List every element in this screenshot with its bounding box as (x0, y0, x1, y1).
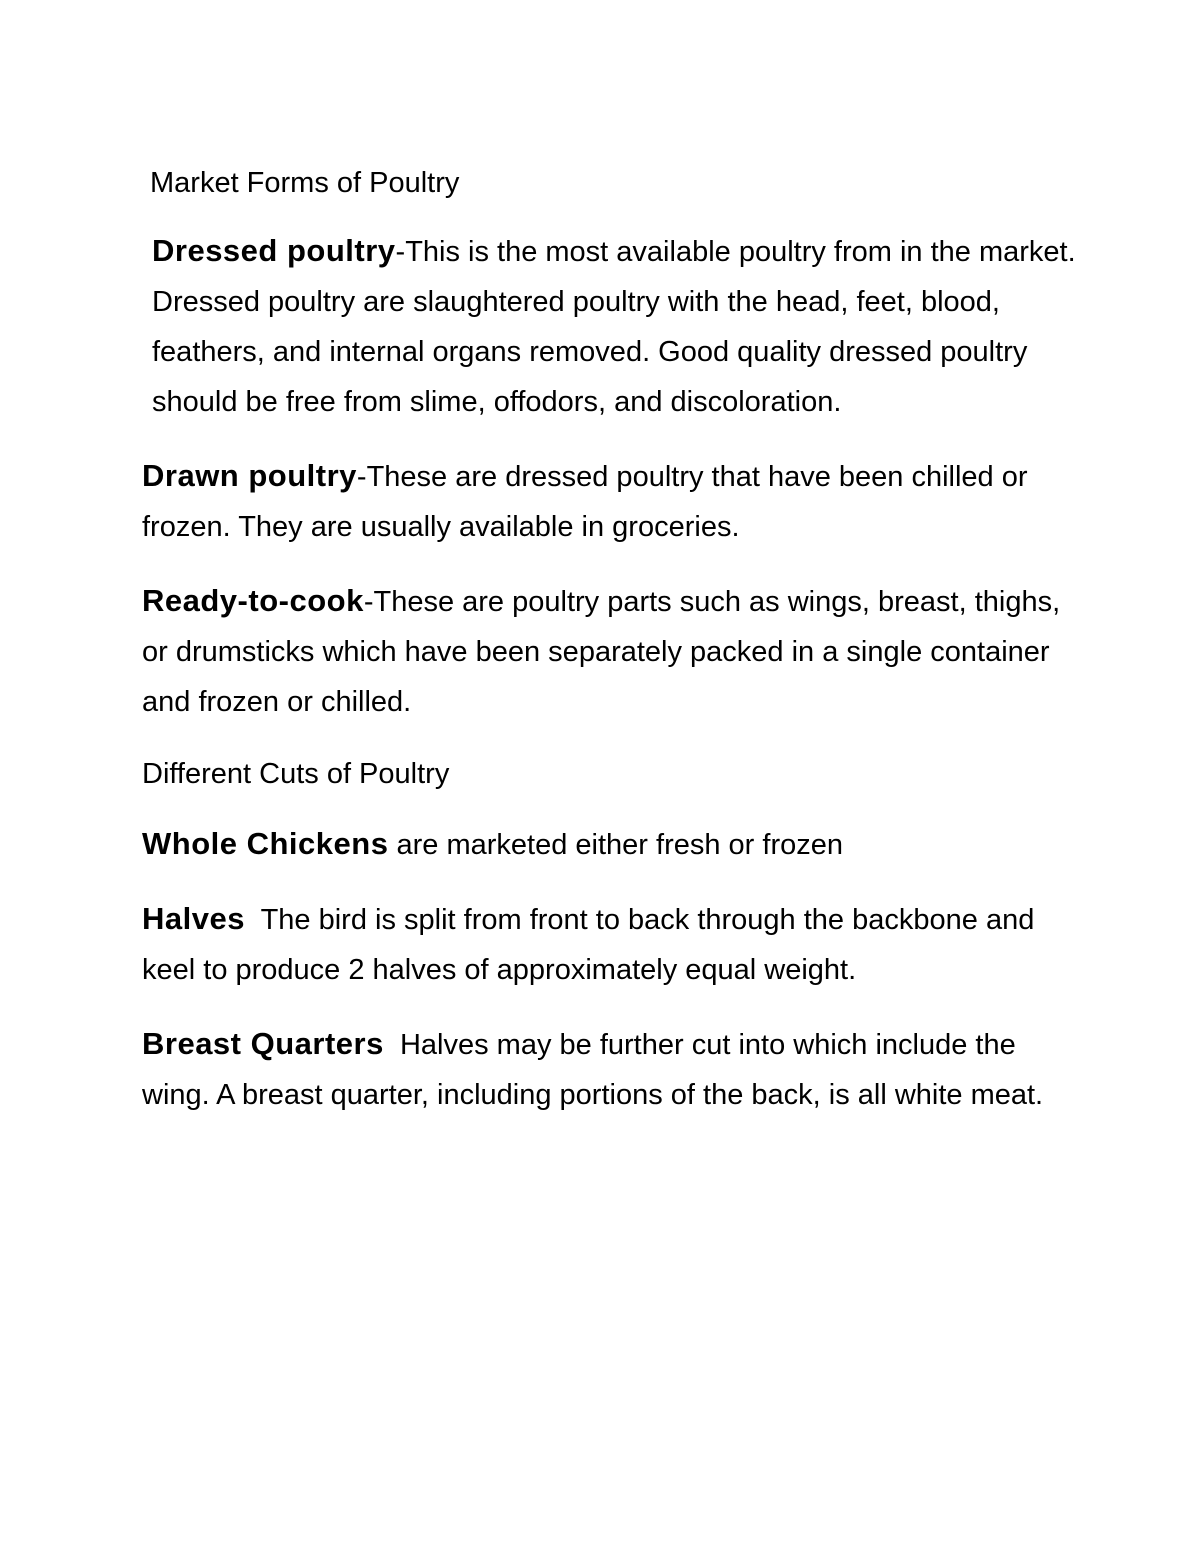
term-dressed-poultry: Dressed poultry (152, 233, 396, 268)
separator: - (356, 461, 367, 493)
separator (245, 904, 261, 936)
term-whole-chickens: Whole Chickens (142, 826, 389, 861)
paragraph-drawn-poultry (142, 451, 1082, 552)
section-title-different-cuts: Different Cuts of Poultry (142, 758, 450, 790)
definition-whole-chickens: are marketed either fresh or frozen (396, 829, 843, 861)
document-body (142, 160, 1082, 1144)
term-drawn-poultry: Drawn poultry (142, 458, 357, 493)
section-title-market-forms: Market Forms of Poultry (150, 167, 460, 199)
definition-dressed-poultry: This is the most available poultry from in the market. Dressed poultry are slaughtered poultry with the head, feet, blood, feathers, and internal organs removed. Good quality dressed poultry should be free from slime, offodors, and discoloration. (152, 236, 1076, 418)
paragraph-dressed-poultry (142, 226, 1082, 427)
definition-halves: The bird is split from front to back through the backbone and keel to produce 2 halves of approximately equal weight. (142, 904, 1035, 986)
term-breast-quarters: Breast Quarters (142, 1026, 384, 1061)
definition-drawn-poultry: These are dressed poultry that have been chilled or frozen. They are usually available in groceries. (142, 461, 1028, 543)
separator: - (363, 586, 374, 618)
paragraph-whole-chickens (142, 819, 1082, 870)
separator (384, 1029, 400, 1061)
definition-breast-quarters: Halves may be further cut into which include the wing. A breast quarter, including portions of the back, is all white meat. (142, 1029, 1044, 1111)
term-ready-to-cook: Ready-to-cook (142, 583, 364, 618)
paragraph-ready-to-cook (142, 576, 1082, 727)
paragraph-halves (142, 894, 1082, 995)
term-halves: Halves (142, 901, 245, 936)
separator (388, 829, 396, 861)
definition-ready-to-cook: These are poultry parts such as wings, breast, thighs, or drumsticks which have been separately packed in a single container and frozen or chilled. (142, 586, 1061, 718)
paragraph-breast-quarters (142, 1019, 1082, 1120)
separator: - (395, 236, 406, 268)
